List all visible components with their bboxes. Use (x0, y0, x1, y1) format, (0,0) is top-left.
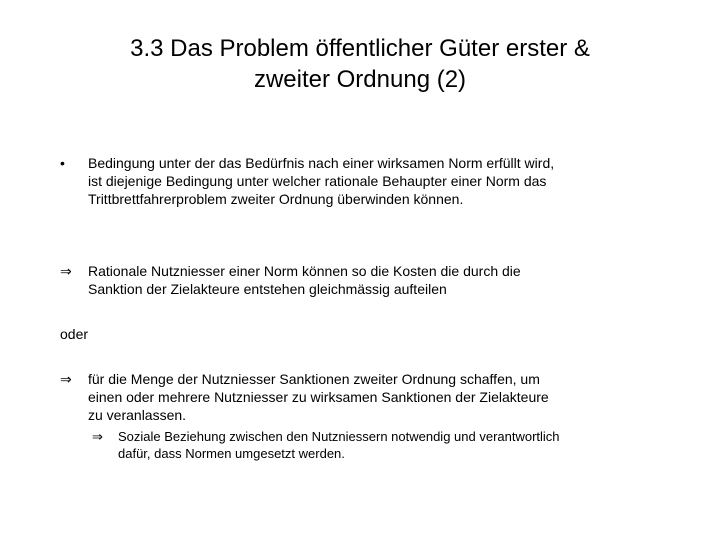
implies-arrow-icon: ⇒ (60, 263, 72, 279)
implication-text-2 (88, 370, 688, 424)
oder-text: oder (60, 326, 89, 342)
title-line-1: 3.3 Das Problem öffentlicher Güter erster & (130, 35, 590, 62)
implication-text-1 (88, 262, 688, 298)
implication-line: Sanktion der Zielakteure entstehen gleichmässig aufteilen (88, 281, 447, 297)
bullet-line: Trittbrettfahrerproblem zweiter Ordnung überwinden können. (88, 191, 464, 207)
slide-title (60, 33, 660, 95)
sub-implication-line: dafür, dass Normen umgesetzt werden. (118, 446, 345, 461)
title-line-2: zweiter Ordnung (2) (253, 66, 467, 93)
bullet-line: Bedingung unter der das Bedürfnis nach einer wirksamen Norm erfüllt wird, (88, 155, 555, 171)
implication-line: Rationale Nutzniesser einer Norm können so die Kosten die durch die (88, 263, 521, 279)
implies-arrow-icon: ⇒ (60, 371, 72, 387)
implication-line: zu veranlassen. (88, 407, 187, 423)
bullet-text (88, 154, 688, 208)
implication-line: für die Menge der Nutzniesser Sanktionen zweiter Ordnung schaffen, um (88, 371, 540, 387)
sub-implication-text (118, 428, 638, 462)
bullet-marker: • (60, 155, 65, 171)
bullet-line: ist diejenige Bedingung unter welcher rationale Behaupter einer Norm das (88, 173, 547, 189)
implies-arrow-icon: ⇒ (92, 429, 103, 444)
sub-implication-line: Soziale Beziehung zwischen den Nutzniessern notwendig und verantwortlich (118, 429, 560, 444)
implication-line: einen oder mehrere Nutzniesser zu wirksamen Sanktionen der Zielakteure (88, 389, 549, 405)
